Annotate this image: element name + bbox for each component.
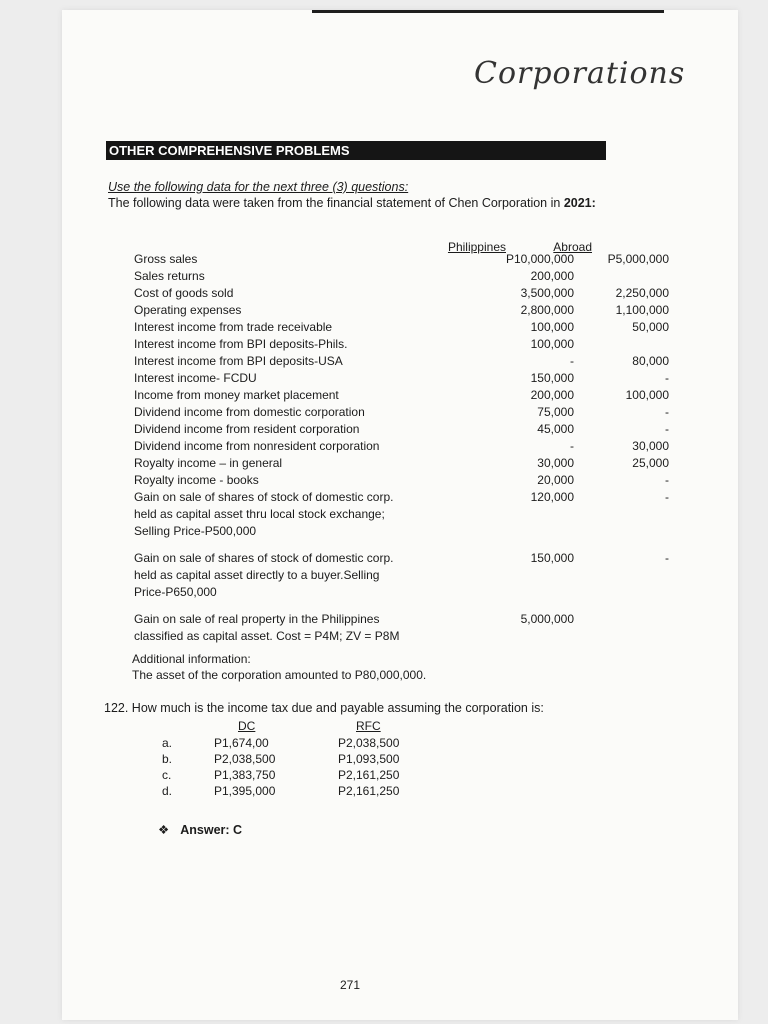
row-philippines-value: 100,000 — [530, 337, 574, 351]
chapter-heading: Corporations — [474, 56, 686, 91]
table-row — [134, 387, 669, 404]
option-letter: b. — [162, 752, 173, 766]
row-abroad-value: 50,000 — [632, 320, 669, 334]
table-row — [134, 472, 669, 489]
row-philippines-value: 5,000,000 — [520, 612, 574, 626]
option-letter: c. — [162, 768, 172, 782]
table-row — [134, 506, 614, 523]
column-header-abroad: Abroad — [553, 240, 592, 254]
row-label: Interest income- FCDU — [134, 371, 257, 385]
row-philippines-value: 200,000 — [530, 269, 574, 283]
row-abroad-value: - — [665, 473, 669, 487]
row-label: Gain on sale of shares of stock of domestic corp. — [134, 551, 394, 565]
row-philippines-value: - — [570, 439, 574, 453]
answer-text: Answer: C — [180, 823, 243, 837]
option-rfc-value: P2,161,250 — [338, 784, 400, 798]
table-row — [134, 404, 669, 421]
row-label: Interest income from BPI deposits-USA — [134, 354, 343, 368]
row-abroad-value: 100,000 — [625, 388, 669, 402]
table-row — [134, 567, 614, 584]
option-rfc-value: P2,038,500 — [338, 736, 400, 750]
table-row — [134, 584, 614, 601]
row-label: Income from money market placement — [134, 388, 339, 402]
row-abroad-value: 1,100,000 — [615, 303, 669, 317]
option-dc-value: P1,383,750 — [214, 768, 276, 782]
row-label: Sales returns — [134, 269, 205, 283]
row-abroad-value: 25,000 — [632, 456, 669, 470]
row-label: Operating expenses — [134, 303, 242, 317]
option-dc-value: P1,395,000 — [214, 784, 276, 798]
row-abroad-value: - — [665, 405, 669, 419]
row-philippines-value: - — [570, 354, 574, 368]
row-philippines-value: 75,000 — [537, 405, 574, 419]
row-abroad-value: - — [665, 490, 669, 504]
row-label: Dividend income from resident corporation — [134, 422, 360, 436]
table-row — [134, 628, 614, 645]
row-label: Gain on sale of shares of stock of domestic corp. — [134, 490, 394, 504]
row-philippines-value: 100,000 — [530, 320, 574, 334]
table-row — [134, 455, 669, 472]
row-label: Dividend income from domestic corporation — [134, 405, 365, 419]
row-label: Gain on sale of real property in the Philippines — [134, 612, 380, 626]
table-row — [134, 550, 669, 567]
table-row — [134, 421, 669, 438]
row-philippines-value: 150,000 — [530, 371, 574, 385]
table-row — [134, 611, 614, 628]
row-label: Interest income from BPI deposits-Phils. — [134, 337, 348, 351]
section-banner: OTHER COMPREHENSIVE PROBLEMS — [106, 141, 606, 160]
table-row — [134, 370, 669, 387]
option-letter: a. — [162, 736, 173, 750]
row-label: Selling Price-P500,000 — [134, 524, 257, 538]
row-philippines-value: 30,000 — [537, 456, 574, 470]
diamond-bullet-icon: ❖ — [158, 823, 170, 837]
row-abroad-value: P5,000,000 — [607, 252, 669, 266]
table-row — [134, 251, 669, 268]
row-philippines-value: 120,000 — [530, 490, 574, 504]
question-text: 122. How much is the income tax due and payable assuming the corporation is: — [104, 701, 544, 715]
table-row — [134, 489, 669, 506]
row-abroad-value: - — [665, 551, 669, 565]
page-number: 271 — [340, 978, 361, 992]
row-abroad-value: - — [665, 422, 669, 436]
option-header-rfc: RFC — [356, 719, 381, 733]
additional-info-text: The asset of the corporation amounted to P80,000,000. — [132, 668, 427, 682]
option-dc-value: P1,674,00 — [214, 736, 269, 750]
intro-year: 2021: — [563, 196, 596, 210]
option-header-dc: DC — [238, 719, 256, 733]
table-row — [134, 268, 614, 285]
table-row — [134, 319, 669, 336]
answer-line — [158, 822, 242, 837]
row-label: classified as capital asset. Cost = P4M; ZV = P8M — [134, 629, 400, 643]
row-label: Royalty income - books — [134, 473, 259, 487]
row-philippines-value: 2,800,000 — [520, 303, 574, 317]
row-philippines-value: P10,000,000 — [505, 252, 574, 266]
row-philippines-value: 45,000 — [537, 422, 574, 436]
row-philippines-value: 20,000 — [537, 473, 574, 487]
row-abroad-value: 80,000 — [632, 354, 669, 368]
row-abroad-value: 30,000 — [632, 439, 669, 453]
row-label: Gross sales — [134, 252, 198, 266]
table-row — [134, 523, 614, 540]
row-label: Price-P650,000 — [134, 585, 217, 599]
row-philippines-value: 150,000 — [530, 551, 574, 565]
top-rule — [312, 10, 664, 13]
intro-statement — [108, 196, 596, 210]
row-abroad-value: - — [665, 371, 669, 385]
option-letter: d. — [162, 784, 173, 798]
column-header-philippines: Philippines — [447, 240, 506, 254]
row-label: Cost of goods sold — [134, 286, 234, 300]
option-rfc-value: P1,093,500 — [338, 752, 400, 766]
document-page — [62, 10, 738, 1020]
row-philippines-value: 3,500,000 — [520, 286, 574, 300]
row-abroad-value: 2,250,000 — [615, 286, 669, 300]
row-label: Dividend income from nonresident corporation — [134, 439, 380, 453]
income-data-table — [134, 251, 669, 645]
option-rfc-value: P2,161,250 — [338, 768, 400, 782]
table-row — [134, 302, 669, 319]
row-label: held as capital asset directly to a buyer.Selling — [134, 568, 380, 582]
row-label: Royalty income – in general — [134, 456, 283, 470]
table-row — [134, 438, 669, 455]
table-row — [134, 353, 669, 370]
intro-statement-text: The following data were taken from the financial statement of Chen Corporation in — [108, 196, 561, 210]
table-row — [134, 285, 669, 302]
row-label: held as capital asset thru local stock exchange; — [134, 507, 385, 521]
row-philippines-value: 200,000 — [530, 388, 574, 402]
table-row — [134, 336, 614, 353]
intro-instruction: Use the following data for the next three (3) questions: — [108, 180, 409, 194]
row-label: Interest income from trade receivable — [134, 320, 333, 334]
additional-info-label: Additional information: — [132, 652, 251, 666]
option-dc-value: P2,038,500 — [214, 752, 276, 766]
